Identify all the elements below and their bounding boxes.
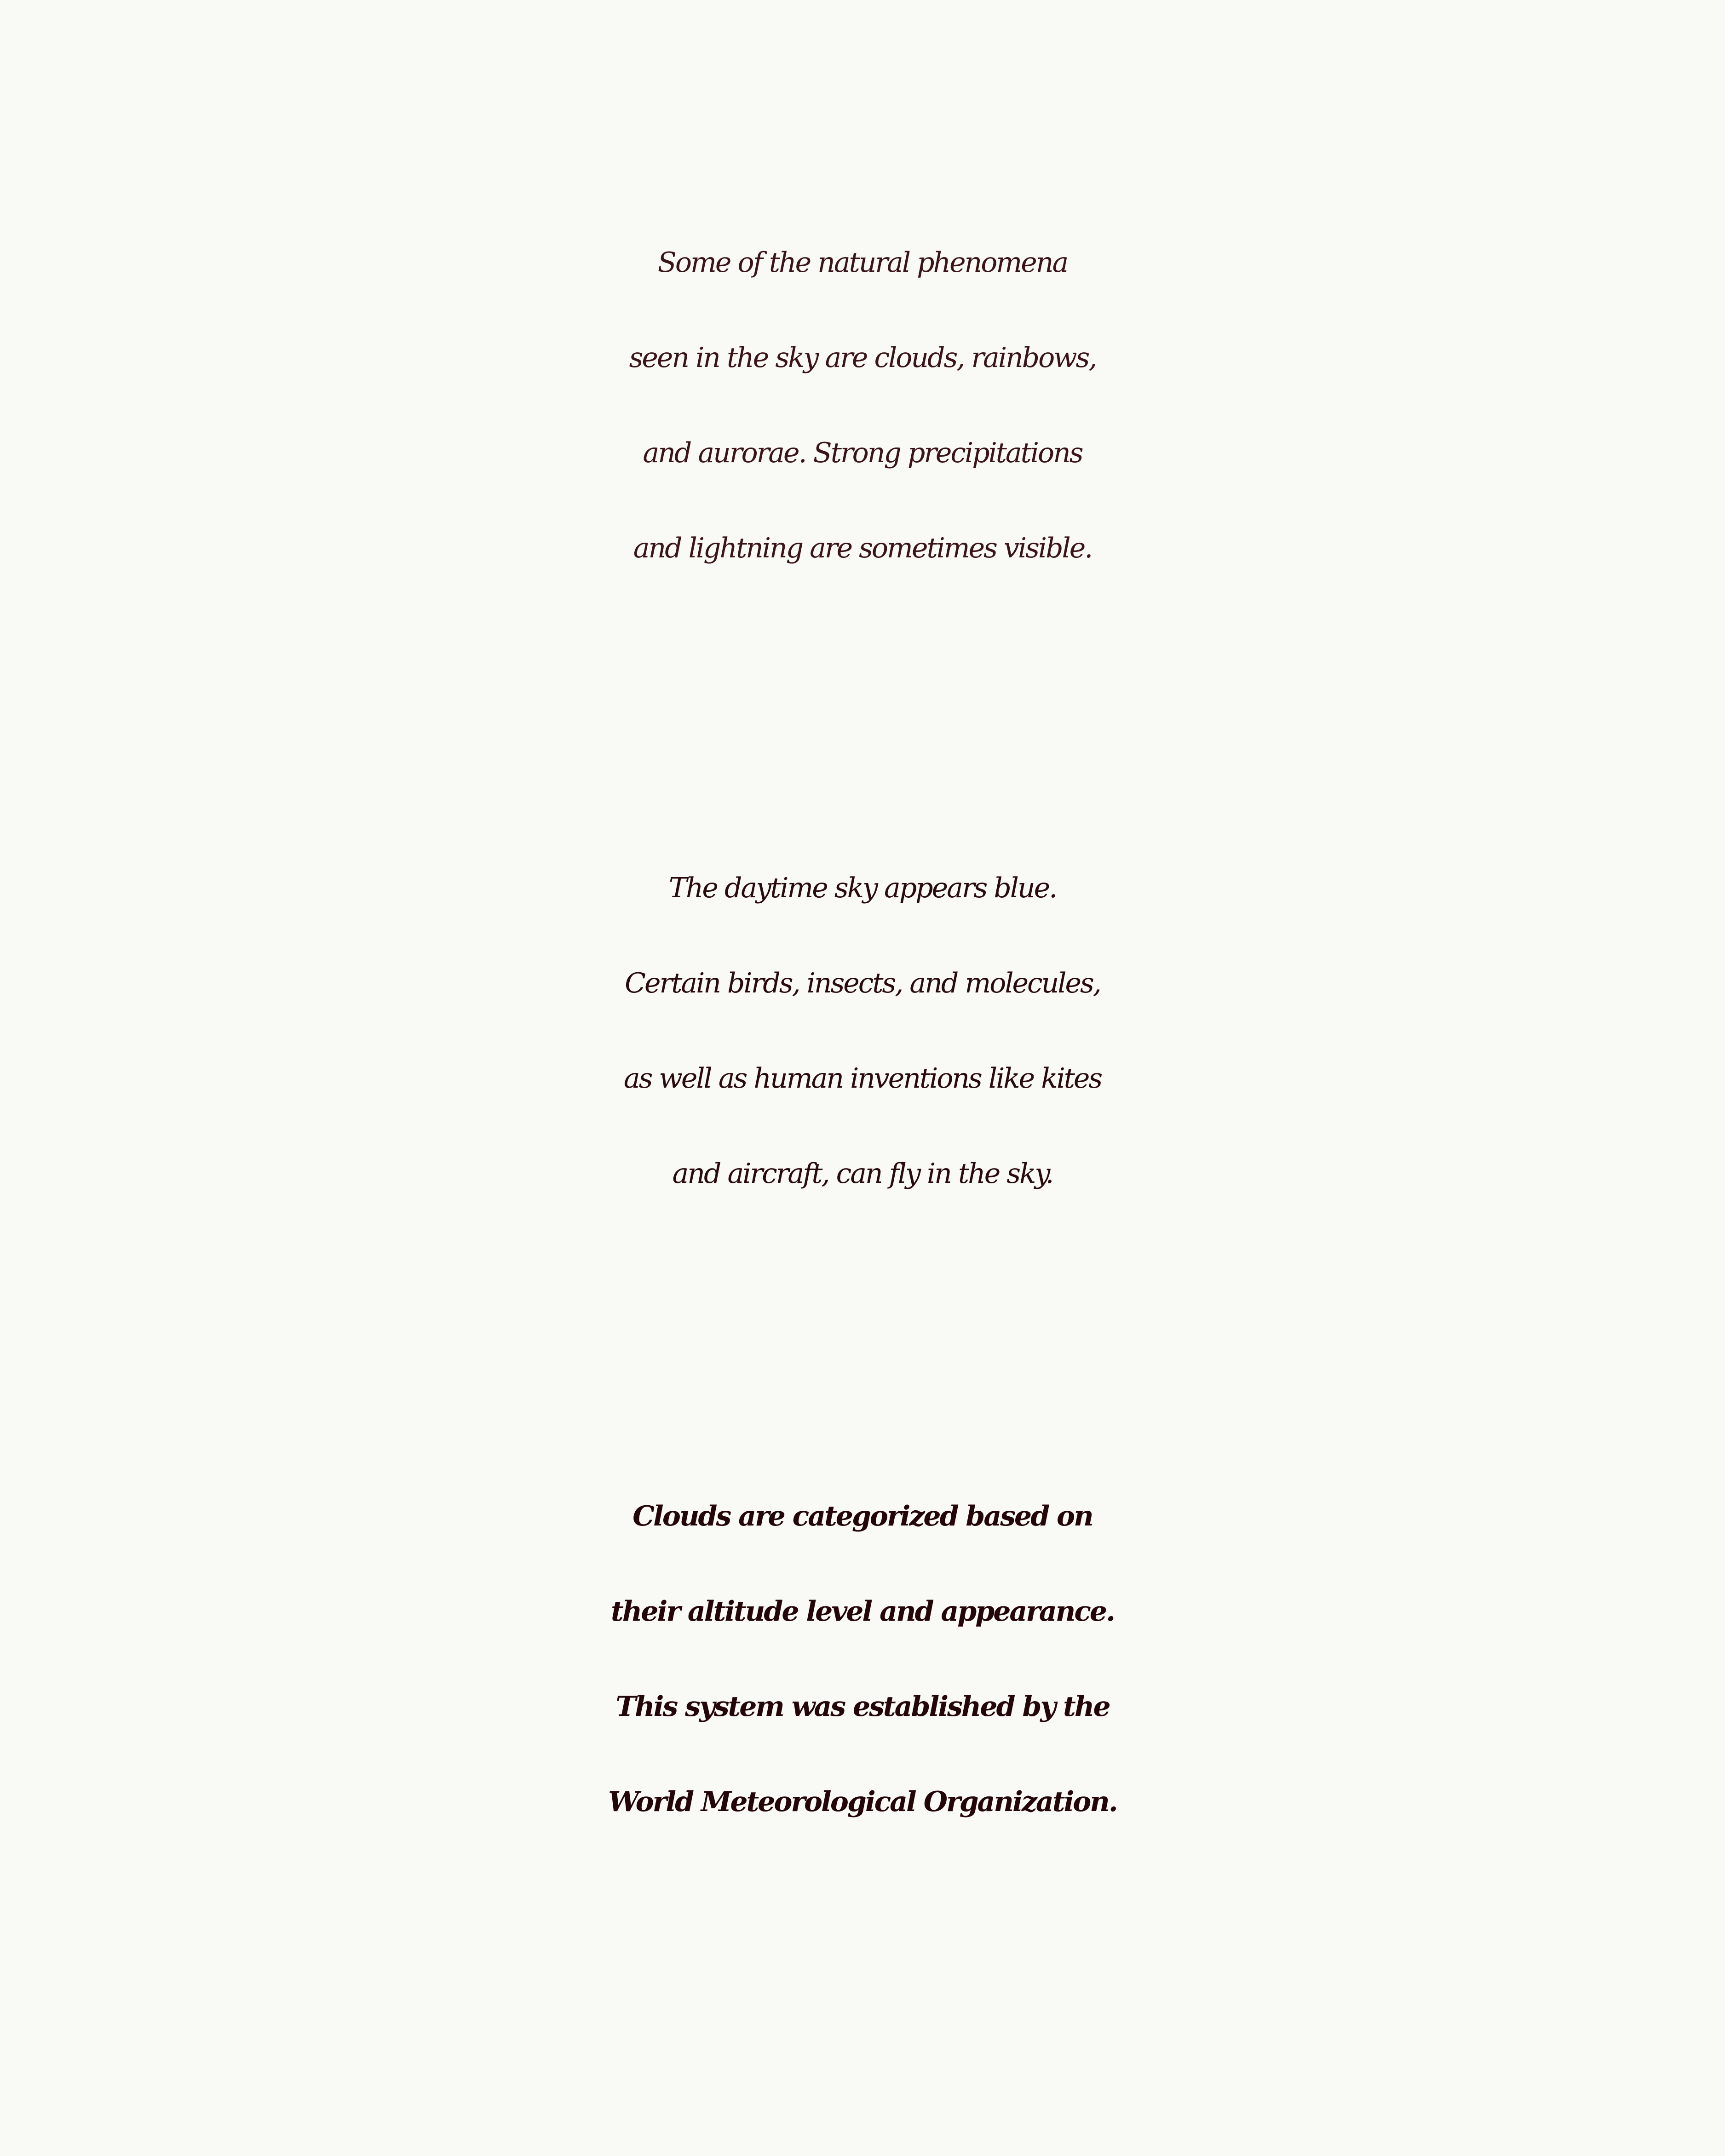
specimen-line: Certain birds, insects, and molecules, bbox=[625, 967, 1100, 999]
specimen-line: World Meteorological Organization. bbox=[608, 1786, 1117, 1818]
specimen-line: This system was established by the bbox=[615, 1691, 1110, 1723]
specimen-line: Clouds are categorized based on bbox=[632, 1500, 1092, 1532]
specimen-paragraph-bold bbox=[0, 1469, 1725, 1850]
specimen-line: and aircraft, can fly in the sky. bbox=[672, 1158, 1053, 1190]
specimen-line: and lightning are sometimes visible. bbox=[633, 532, 1092, 564]
specimen-paragraph-regular bbox=[0, 841, 1725, 1221]
specimen-line: The daytime sky appears blue. bbox=[668, 872, 1057, 904]
specimen-line: as well as human inventions like kites bbox=[623, 1062, 1102, 1095]
specimen-line: seen in the sky are clouds, rainbows, bbox=[629, 342, 1096, 374]
specimen-paragraph-light bbox=[0, 215, 1725, 596]
specimen-line: and aurorae. Strong precipitations bbox=[643, 437, 1082, 469]
specimen-line: Some of the natural phenomena bbox=[657, 247, 1068, 279]
specimen-line: their altitude level and appearance. bbox=[611, 1595, 1114, 1628]
